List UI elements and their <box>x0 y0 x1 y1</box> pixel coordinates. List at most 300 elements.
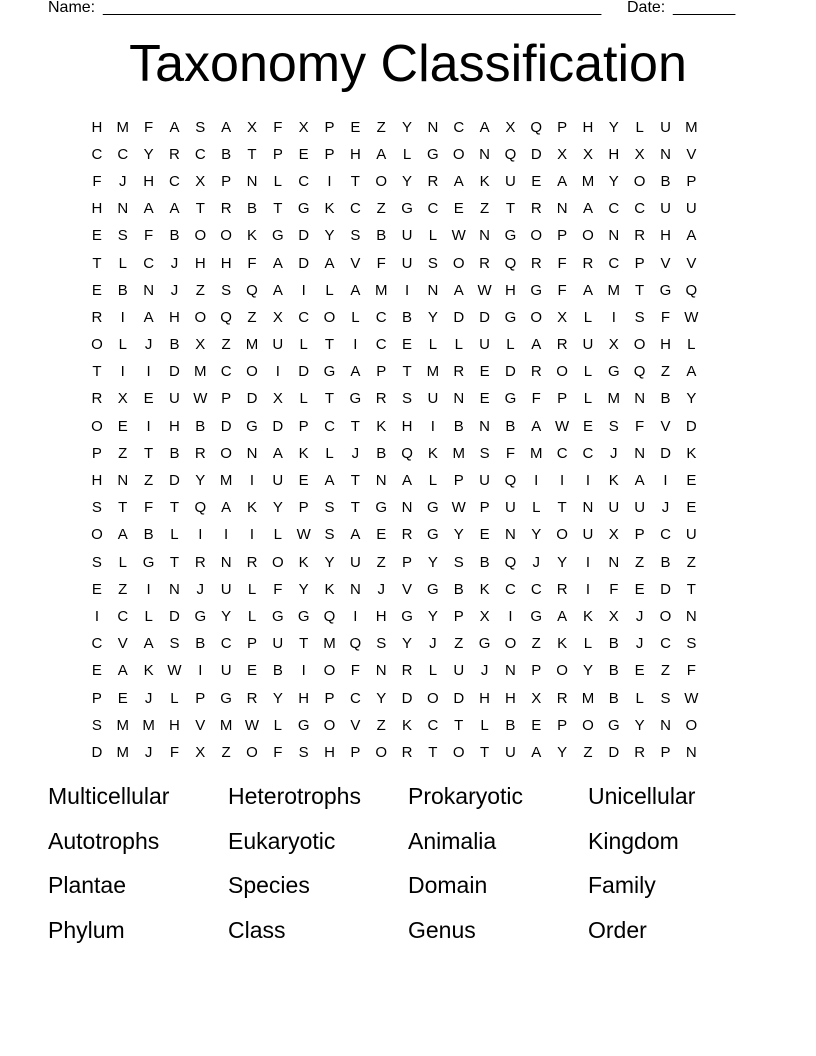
grid-letter[interactable]: B <box>195 417 206 435</box>
grid-letter[interactable]: I <box>224 526 229 544</box>
grid-letter[interactable]: Y <box>298 580 309 598</box>
grid-letter[interactable]: A <box>402 472 413 490</box>
grid-letter[interactable]: Z <box>635 553 645 571</box>
grid-letter[interactable]: V <box>660 254 671 272</box>
grid-letter[interactable]: O <box>504 635 517 653</box>
grid-letter[interactable]: G <box>297 200 310 218</box>
grid-letter[interactable]: D <box>453 689 465 707</box>
grid-letter[interactable]: C <box>91 635 103 653</box>
grid-letter[interactable]: H <box>91 118 103 136</box>
grid-letter[interactable]: H <box>505 689 516 707</box>
grid-letter[interactable]: H <box>91 200 103 218</box>
grid-letter[interactable]: Z <box>686 553 696 571</box>
grid-letter[interactable]: T <box>350 172 360 190</box>
grid-letter[interactable]: K <box>427 444 438 462</box>
grid-letter[interactable]: S <box>634 308 645 326</box>
grid-letter[interactable]: I <box>327 172 332 190</box>
grid-letter[interactable]: T <box>350 417 360 435</box>
grid-letter[interactable]: A <box>453 172 464 190</box>
grid-letter[interactable]: Y <box>453 526 464 544</box>
grid-letter[interactable]: M <box>581 172 595 190</box>
grid-letter[interactable]: N <box>479 145 490 163</box>
grid-letter[interactable]: S <box>453 553 464 571</box>
grid-letter[interactable]: Y <box>634 716 645 734</box>
grid-letter[interactable]: G <box>478 635 491 653</box>
grid-letter[interactable]: H <box>143 172 155 190</box>
grid-letter[interactable]: N <box>349 580 361 598</box>
grid-letter[interactable]: P <box>324 689 335 707</box>
grid-letter[interactable]: C <box>117 607 129 625</box>
grid-letter[interactable]: C <box>608 254 620 272</box>
grid-letter[interactable]: L <box>635 118 644 136</box>
grid-letter[interactable]: Z <box>247 308 257 326</box>
grid-letter[interactable]: P <box>91 689 102 707</box>
grid-letter[interactable]: U <box>220 662 232 680</box>
grid-letter[interactable]: U <box>401 227 413 245</box>
grid-letter[interactable]: B <box>143 526 154 544</box>
grid-letter[interactable]: A <box>117 526 128 544</box>
grid-letter[interactable]: K <box>582 607 593 625</box>
grid-letter[interactable]: J <box>119 172 127 190</box>
grid-letter[interactable]: A <box>272 254 283 272</box>
grid-letter[interactable]: W <box>477 281 492 299</box>
grid-letter[interactable]: L <box>428 336 438 354</box>
grid-letter[interactable]: K <box>376 417 387 435</box>
grid-letter[interactable]: F <box>660 308 671 326</box>
grid-letter[interactable]: K <box>324 580 335 598</box>
grid-letter[interactable]: S <box>324 526 335 544</box>
grid-letter[interactable]: U <box>505 743 516 761</box>
grid-letter[interactable]: L <box>506 336 515 354</box>
grid-letter[interactable]: P <box>634 526 645 544</box>
grid-letter[interactable]: G <box>401 607 413 625</box>
grid-letter[interactable]: A <box>453 281 464 299</box>
grid-letter[interactable]: A <box>143 200 154 218</box>
grid-letter[interactable]: P <box>660 743 671 761</box>
grid-letter[interactable]: U <box>660 118 671 136</box>
grid-letter[interactable]: L <box>144 607 153 625</box>
grid-letter[interactable]: Q <box>504 254 517 272</box>
grid-letter[interactable]: H <box>505 281 516 299</box>
grid-letter[interactable]: G <box>246 417 258 435</box>
grid-letter[interactable]: M <box>245 336 259 354</box>
grid-letter[interactable]: N <box>608 227 620 245</box>
grid-letter[interactable]: J <box>170 254 179 272</box>
grid-letter[interactable]: C <box>349 689 361 707</box>
grid-letter[interactable]: L <box>118 336 127 354</box>
grid-letter[interactable]: G <box>271 227 284 245</box>
grid-letter[interactable]: B <box>608 635 619 653</box>
grid-letter[interactable]: W <box>684 689 699 707</box>
grid-letter[interactable]: R <box>220 200 232 218</box>
grid-letter[interactable]: L <box>583 308 593 326</box>
grid-letter[interactable]: S <box>221 281 232 299</box>
grid-letter[interactable]: L <box>428 472 438 490</box>
grid-letter[interactable]: S <box>324 499 335 517</box>
grid-letter[interactable]: N <box>427 118 439 136</box>
grid-letter[interactable]: I <box>585 580 591 598</box>
grid-letter[interactable]: Y <box>427 553 438 571</box>
grid-letter[interactable]: O <box>194 227 207 245</box>
grid-letter[interactable]: R <box>194 553 206 571</box>
grid-letter[interactable]: Y <box>272 499 283 517</box>
grid-letter[interactable]: W <box>555 417 570 435</box>
grid-letter[interactable]: Z <box>479 200 490 218</box>
grid-letter[interactable]: L <box>325 281 334 299</box>
grid-letter[interactable]: Z <box>531 635 541 653</box>
grid-letter[interactable]: B <box>195 635 206 653</box>
grid-letter[interactable]: A <box>350 363 361 381</box>
grid-letter[interactable]: X <box>608 607 619 625</box>
grid-letter[interactable]: Q <box>633 363 646 381</box>
grid-letter[interactable]: W <box>244 716 260 734</box>
grid-letter[interactable]: A <box>557 607 568 625</box>
grid-letter[interactable]: C <box>143 254 155 272</box>
grid-letter[interactable]: C <box>298 308 310 326</box>
grid-letter[interactable]: R <box>246 689 258 707</box>
grid-letter[interactable]: E <box>479 526 490 544</box>
grid-letter[interactable]: I <box>430 417 435 435</box>
grid-letter[interactable]: B <box>169 227 180 245</box>
grid-letter[interactable]: M <box>142 716 155 734</box>
grid-letter[interactable]: A <box>350 526 361 544</box>
grid-letter[interactable]: N <box>375 662 387 680</box>
grid-letter[interactable]: L <box>635 689 644 707</box>
grid-letter[interactable]: N <box>660 716 671 734</box>
grid-letter[interactable]: H <box>220 254 232 272</box>
grid-letter[interactable]: U <box>634 499 646 517</box>
grid-letter[interactable]: N <box>634 390 646 408</box>
grid-letter[interactable]: S <box>376 635 387 653</box>
grid-letter[interactable]: K <box>246 227 257 245</box>
grid-letter[interactable]: C <box>505 580 516 598</box>
grid-letter[interactable]: H <box>660 336 671 354</box>
grid-letter[interactable]: N <box>685 743 697 761</box>
grid-letter[interactable]: P <box>402 553 413 571</box>
grid-letter[interactable]: A <box>169 200 180 218</box>
grid-letter[interactable]: N <box>608 553 620 571</box>
grid-letter[interactable]: N <box>582 499 594 517</box>
grid-letter[interactable]: H <box>479 689 490 707</box>
grid-letter[interactable]: X <box>272 308 283 326</box>
grid-letter[interactable]: T <box>324 336 335 354</box>
grid-letter[interactable]: H <box>194 254 206 272</box>
grid-letter[interactable]: G <box>427 145 439 163</box>
grid-letter[interactable]: B <box>608 689 619 707</box>
grid-letter[interactable]: W <box>451 499 466 517</box>
grid-letter[interactable]: T <box>428 743 438 761</box>
grid-letter[interactable]: T <box>195 200 205 218</box>
grid-letter[interactable]: P <box>634 254 645 272</box>
grid-letter[interactable]: D <box>660 580 671 598</box>
grid-letter[interactable]: E <box>531 172 542 190</box>
grid-letter[interactable]: I <box>404 281 410 299</box>
grid-letter[interactable]: I <box>301 281 306 299</box>
grid-letter[interactable]: Y <box>557 743 568 761</box>
grid-letter[interactable]: Q <box>530 118 543 136</box>
grid-letter[interactable]: H <box>608 145 620 163</box>
grid-letter[interactable]: T <box>92 254 102 272</box>
grid-letter[interactable]: U <box>479 472 490 490</box>
grid-letter[interactable]: V <box>195 716 206 734</box>
grid-letter[interactable]: C <box>375 336 387 354</box>
grid-letter[interactable]: U <box>427 390 439 408</box>
grid-letter[interactable]: N <box>375 472 387 490</box>
grid-letter[interactable]: X <box>479 607 490 625</box>
grid-letter[interactable]: R <box>91 308 103 326</box>
grid-letter[interactable]: H <box>349 145 361 163</box>
grid-letter[interactable]: F <box>273 580 283 598</box>
grid-letter[interactable]: G <box>504 308 517 326</box>
grid-letter[interactable]: E <box>402 336 413 354</box>
grid-letter[interactable]: C <box>582 444 594 462</box>
grid-letter[interactable]: J <box>532 553 541 571</box>
grid-letter[interactable]: Z <box>118 580 128 598</box>
grid-letter[interactable]: L <box>299 336 308 354</box>
grid-letter[interactable]: T <box>402 363 412 381</box>
grid-letter[interactable]: T <box>247 145 257 163</box>
grid-letter[interactable]: G <box>607 716 620 734</box>
grid-letter[interactable]: R <box>401 526 413 544</box>
grid-letter[interactable]: I <box>585 553 591 571</box>
grid-letter[interactable]: E <box>246 662 257 680</box>
grid-letter[interactable]: V <box>686 254 697 272</box>
grid-letter[interactable]: L <box>428 227 438 245</box>
grid-letter[interactable]: G <box>220 689 232 707</box>
grid-letter[interactable]: M <box>426 363 440 381</box>
grid-letter[interactable]: A <box>557 172 568 190</box>
grid-letter[interactable]: E <box>91 580 102 598</box>
grid-letter[interactable]: O <box>375 743 388 761</box>
grid-letter[interactable]: H <box>324 743 335 761</box>
grid-letter[interactable]: R <box>401 662 413 680</box>
grid-letter[interactable]: D <box>91 743 103 761</box>
grid-letter[interactable]: E <box>634 662 645 680</box>
grid-letter[interactable]: P <box>221 172 232 190</box>
grid-letter[interactable]: J <box>351 444 360 462</box>
grid-letter[interactable]: K <box>298 444 309 462</box>
grid-letter[interactable]: G <box>375 499 388 517</box>
grid-letter[interactable]: A <box>686 227 697 245</box>
grid-letter[interactable]: O <box>323 662 336 680</box>
grid-letter[interactable]: R <box>556 336 568 354</box>
grid-letter[interactable]: V <box>350 716 361 734</box>
grid-letter[interactable]: T <box>118 499 128 517</box>
grid-letter[interactable]: R <box>530 254 542 272</box>
grid-letter[interactable]: A <box>531 417 542 435</box>
grid-letter[interactable]: P <box>221 390 232 408</box>
grid-letter[interactable]: D <box>220 417 232 435</box>
grid-letter[interactable]: A <box>350 281 361 299</box>
grid-letter[interactable]: A <box>221 118 232 136</box>
grid-letter[interactable]: I <box>94 607 99 625</box>
grid-letter[interactable]: F <box>273 743 283 761</box>
grid-letter[interactable]: K <box>479 172 490 190</box>
grid-letter[interactable]: P <box>324 118 335 136</box>
grid-letter[interactable]: C <box>427 200 439 218</box>
grid-letter[interactable]: R <box>556 580 568 598</box>
grid-letter[interactable]: O <box>633 336 646 354</box>
grid-letter[interactable]: H <box>660 227 671 245</box>
grid-letter[interactable]: E <box>117 689 128 707</box>
grid-letter[interactable]: V <box>350 254 361 272</box>
grid-letter[interactable]: Q <box>323 607 336 625</box>
grid-letter[interactable]: H <box>169 308 180 326</box>
grid-letter[interactable]: E <box>91 227 102 245</box>
grid-letter[interactable]: A <box>272 281 283 299</box>
grid-letter[interactable]: P <box>350 743 361 761</box>
grid-letter[interactable]: A <box>634 472 645 490</box>
grid-letter[interactable]: C <box>324 417 335 435</box>
grid-letter[interactable]: U <box>505 499 516 517</box>
grid-letter[interactable]: B <box>402 308 413 326</box>
grid-letter[interactable]: H <box>298 689 310 707</box>
grid-letter[interactable]: C <box>660 526 671 544</box>
grid-letter[interactable]: N <box>453 390 465 408</box>
grid-letter[interactable]: I <box>146 417 151 435</box>
grid-letter[interactable]: X <box>117 390 128 408</box>
grid-letter[interactable]: O <box>246 743 258 761</box>
grid-letter[interactable]: C <box>298 172 310 190</box>
grid-letter[interactable]: V <box>660 417 671 435</box>
grid-letter[interactable]: E <box>686 499 697 517</box>
grid-letter[interactable]: R <box>91 390 103 408</box>
grid-letter[interactable]: X <box>195 336 206 354</box>
grid-letter[interactable]: W <box>193 390 208 408</box>
grid-letter[interactable]: E <box>453 200 464 218</box>
grid-letter[interactable]: Y <box>608 118 619 136</box>
grid-letter[interactable]: U <box>582 526 594 544</box>
grid-letter[interactable]: C <box>91 145 103 163</box>
grid-letter[interactable]: X <box>608 526 619 544</box>
grid-letter[interactable]: H <box>169 417 180 435</box>
grid-letter[interactable]: R <box>427 172 439 190</box>
grid-letter[interactable]: R <box>556 689 568 707</box>
grid-letter[interactable]: X <box>298 118 309 136</box>
grid-letter[interactable]: T <box>169 553 180 571</box>
grid-letter[interactable]: A <box>221 499 232 517</box>
grid-letter[interactable]: A <box>531 336 542 354</box>
grid-letter[interactable]: D <box>660 444 671 462</box>
grid-letter[interactable]: A <box>531 743 542 761</box>
grid-letter[interactable]: N <box>169 580 180 598</box>
grid-letter[interactable]: G <box>427 580 439 598</box>
grid-letter[interactable]: B <box>660 390 671 408</box>
grid-letter[interactable]: Y <box>427 607 438 625</box>
grid-letter[interactable]: M <box>581 689 595 707</box>
grid-letter[interactable]: O <box>271 553 284 571</box>
grid-letter[interactable]: F <box>350 662 360 680</box>
grid-letter[interactable]: I <box>146 580 151 598</box>
grid-letter[interactable]: M <box>530 444 543 462</box>
grid-letter[interactable]: L <box>480 716 489 734</box>
grid-letter[interactable]: D <box>298 227 310 245</box>
grid-letter[interactable]: Y <box>221 607 232 625</box>
grid-letter[interactable]: U <box>505 172 516 190</box>
grid-letter[interactable]: F <box>376 254 386 272</box>
grid-letter[interactable]: Z <box>376 118 386 136</box>
grid-letter[interactable]: L <box>118 254 127 272</box>
grid-letter[interactable]: R <box>246 553 258 571</box>
grid-letter[interactable]: L <box>170 526 179 544</box>
grid-letter[interactable]: S <box>298 743 309 761</box>
grid-letter[interactable]: L <box>299 390 308 408</box>
grid-letter[interactable]: M <box>607 281 621 299</box>
grid-letter[interactable]: J <box>144 689 153 707</box>
grid-letter[interactable]: D <box>272 417 284 435</box>
grid-letter[interactable]: Y <box>143 145 154 163</box>
grid-letter[interactable]: X <box>246 118 257 136</box>
grid-letter[interactable]: N <box>685 607 697 625</box>
grid-letter[interactable]: Y <box>376 689 387 707</box>
grid-letter[interactable]: I <box>146 363 151 381</box>
grid-letter[interactable]: G <box>194 607 207 625</box>
grid-letter[interactable]: L <box>170 689 179 707</box>
grid-letter[interactable]: O <box>659 607 672 625</box>
grid-letter[interactable]: Y <box>402 172 413 190</box>
grid-letter[interactable]: T <box>557 499 567 517</box>
grid-letter[interactable]: H <box>375 607 387 625</box>
grid-letter[interactable]: X <box>195 743 206 761</box>
grid-letter[interactable]: E <box>298 472 309 490</box>
grid-letter[interactable]: U <box>608 499 620 517</box>
grid-letter[interactable]: A <box>143 635 154 653</box>
grid-letter[interactable]: B <box>608 662 619 680</box>
grid-letter[interactable]: E <box>479 390 490 408</box>
grid-letter[interactable]: I <box>534 472 539 490</box>
grid-letter[interactable]: O <box>91 336 103 354</box>
grid-letter[interactable]: N <box>556 200 568 218</box>
grid-letter[interactable]: O <box>91 417 103 435</box>
grid-letter[interactable]: L <box>273 172 282 190</box>
grid-letter[interactable]: I <box>275 363 280 381</box>
grid-letter[interactable]: N <box>401 499 413 517</box>
grid-letter[interactable]: U <box>685 200 697 218</box>
grid-letter[interactable]: I <box>301 662 306 680</box>
grid-letter[interactable]: M <box>219 472 233 490</box>
grid-letter[interactable]: J <box>661 499 670 517</box>
grid-letter[interactable]: D <box>505 363 516 381</box>
grid-letter[interactable]: K <box>479 580 490 598</box>
grid-letter[interactable]: O <box>246 363 258 381</box>
grid-letter[interactable]: O <box>685 716 698 734</box>
grid-letter[interactable]: E <box>531 716 542 734</box>
grid-letter[interactable]: B <box>505 716 516 734</box>
grid-letter[interactable]: T <box>686 580 696 598</box>
grid-letter[interactable]: O <box>452 743 465 761</box>
grid-letter[interactable]: E <box>376 526 387 544</box>
grid-letter[interactable]: Y <box>402 635 413 653</box>
grid-letter[interactable]: L <box>428 662 438 680</box>
grid-letter[interactable]: I <box>198 526 203 544</box>
grid-letter[interactable]: A <box>324 472 335 490</box>
grid-letter[interactable]: G <box>297 607 310 625</box>
grid-letter[interactable]: O <box>375 172 388 190</box>
grid-letter[interactable]: A <box>117 662 128 680</box>
grid-letter[interactable]: A <box>479 118 490 136</box>
grid-letter[interactable]: F <box>144 227 154 245</box>
grid-letter[interactable]: F <box>273 118 283 136</box>
grid-letter[interactable]: S <box>169 635 180 653</box>
grid-letter[interactable]: S <box>402 390 413 408</box>
grid-letter[interactable]: C <box>453 118 465 136</box>
grid-letter[interactable]: Z <box>376 716 386 734</box>
grid-letter[interactable]: E <box>143 390 154 408</box>
grid-letter[interactable]: T <box>273 200 283 218</box>
grid-letter[interactable]: R <box>194 444 206 462</box>
grid-letter[interactable]: B <box>660 553 671 571</box>
grid-letter[interactable]: S <box>91 499 102 517</box>
